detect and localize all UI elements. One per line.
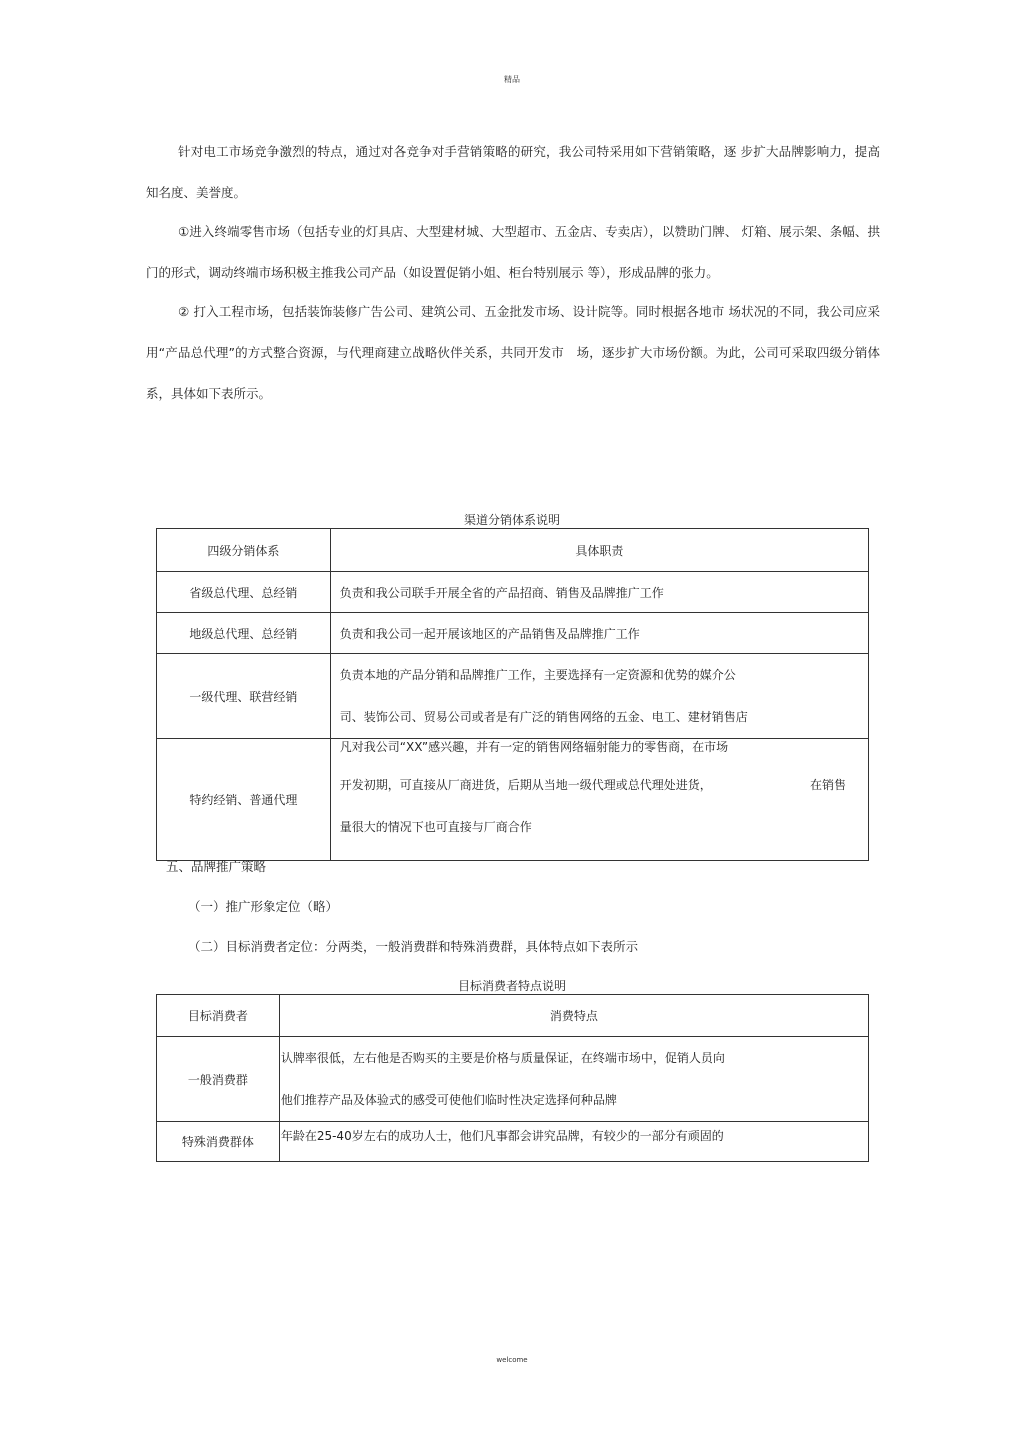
intro-paragraph-2: ①进入终端零售市场（包括专业的灯具店、大型建材城、大型超市、五金店、专卖店），以赞助门牌、 灯箱、展示架、条幅、拱门的形式，调动终端市场积极主推我公司产品（如设置促销小姐、柜台特别展示 等），形成品牌的张力。	[146, 224, 880, 280]
page-footer: welcome	[496, 1356, 528, 1364]
header-cell-group: 目标消费者	[157, 995, 280, 1037]
duty-line-part: 在销售	[809, 778, 846, 792]
duty-line: 负责本地的产品分销和品牌推广工作，主要选择有一定资源和优势的媒介公	[339, 668, 736, 682]
traits-cell	[279, 1037, 868, 1122]
section-title: 五、品牌推广策略	[166, 859, 267, 874]
duty-cell	[330, 739, 868, 861]
header-cell-duty: 具体职责	[330, 529, 868, 572]
table-row	[157, 572, 869, 613]
table-row	[157, 1122, 869, 1162]
duty-line	[340, 775, 868, 795]
duty-line: 司、装饰公司、贸易公司或者是有广泛的销售网络的五金、电工、建材销售店	[339, 710, 748, 724]
duty-line: 量很大的情况下也可直接与厂商合作	[339, 820, 532, 834]
intro-paragraph-1: 针对电工市场竞争激烈的特点，通过对各竞争对手营销策略的研究，我公司特采用如下营销策略，逐 步扩大品牌影响力，提高知名度、美誉度。	[146, 144, 880, 200]
table1-caption: 渠道分销体系说明	[463, 513, 560, 527]
traits-line: 认牌率很低，左右他是否购买的主要是价格与质量保证，在终端市场中，促销人员向	[280, 1051, 725, 1065]
traits-line: 他们推荐产品及体验式的感受可使他们临时性决定选择何种品牌	[280, 1093, 617, 1107]
table-row	[157, 613, 869, 654]
level-cell: 地级总代理、总经销	[157, 613, 331, 654]
level-cell: 特约经销、普通代理	[157, 739, 331, 861]
table-row	[157, 1037, 869, 1122]
duty-cell	[330, 654, 868, 739]
header-cell-level: 四级分销体系	[157, 529, 331, 572]
duty-cell: 负责和我公司一起开展该地区的产品销售及品牌推广工作	[330, 613, 868, 654]
table-row	[157, 739, 869, 861]
duty-line-part: 开发初期，可直接从厂商进货，后期从当地一级代理或总代理处进货，	[339, 778, 712, 792]
duty-line: 凡对我公司“XX”感兴趣，并有一定的销售网络辐射能力的零售商，在市场	[339, 740, 729, 754]
intro-paragraph-3: ② 打入工程市场，包括装饰装修广告公司、建筑公司、五金批发市场、设计院等。同时根据各地市 场状况的不同，我公司应采用“产品总代理”的方式整合资源，与代理商建立战略伙伴关系，共同开发市 场，逐步扩大市场份额。为此，公司可采取四级分销体系，具体如下表所示。	[146, 304, 880, 401]
table2-caption: 目标消费者特点说明	[457, 979, 566, 993]
table-header-row	[157, 529, 869, 572]
group-cell: 一般消费群	[157, 1037, 280, 1122]
header-cell-traits: 消费特点	[279, 995, 868, 1037]
duty-cell: 负责和我公司联手开展全省的产品招商、销售及品牌推广工作	[330, 572, 868, 613]
distribution-table	[156, 528, 869, 861]
subsection-1: （一）推广形象定位（略）	[188, 899, 339, 914]
level-cell: 省级总代理、总经销	[157, 572, 331, 613]
subsection-2: （二）目标消费者定位：分两类，一般消费群和特殊消费群，具体特点如下表所示	[188, 939, 639, 954]
table-row	[157, 654, 869, 739]
traits-cell: 年龄在25-40岁左右的成功人士，他们凡事都会讲究品牌，有较少的一部分有顽固的	[279, 1122, 868, 1162]
group-cell: 特殊消费群体	[157, 1122, 280, 1162]
page-header: 精品	[504, 75, 520, 84]
table-header-row	[157, 995, 869, 1037]
level-cell: 一级代理、联营经销	[157, 654, 331, 739]
consumer-table	[156, 994, 869, 1162]
